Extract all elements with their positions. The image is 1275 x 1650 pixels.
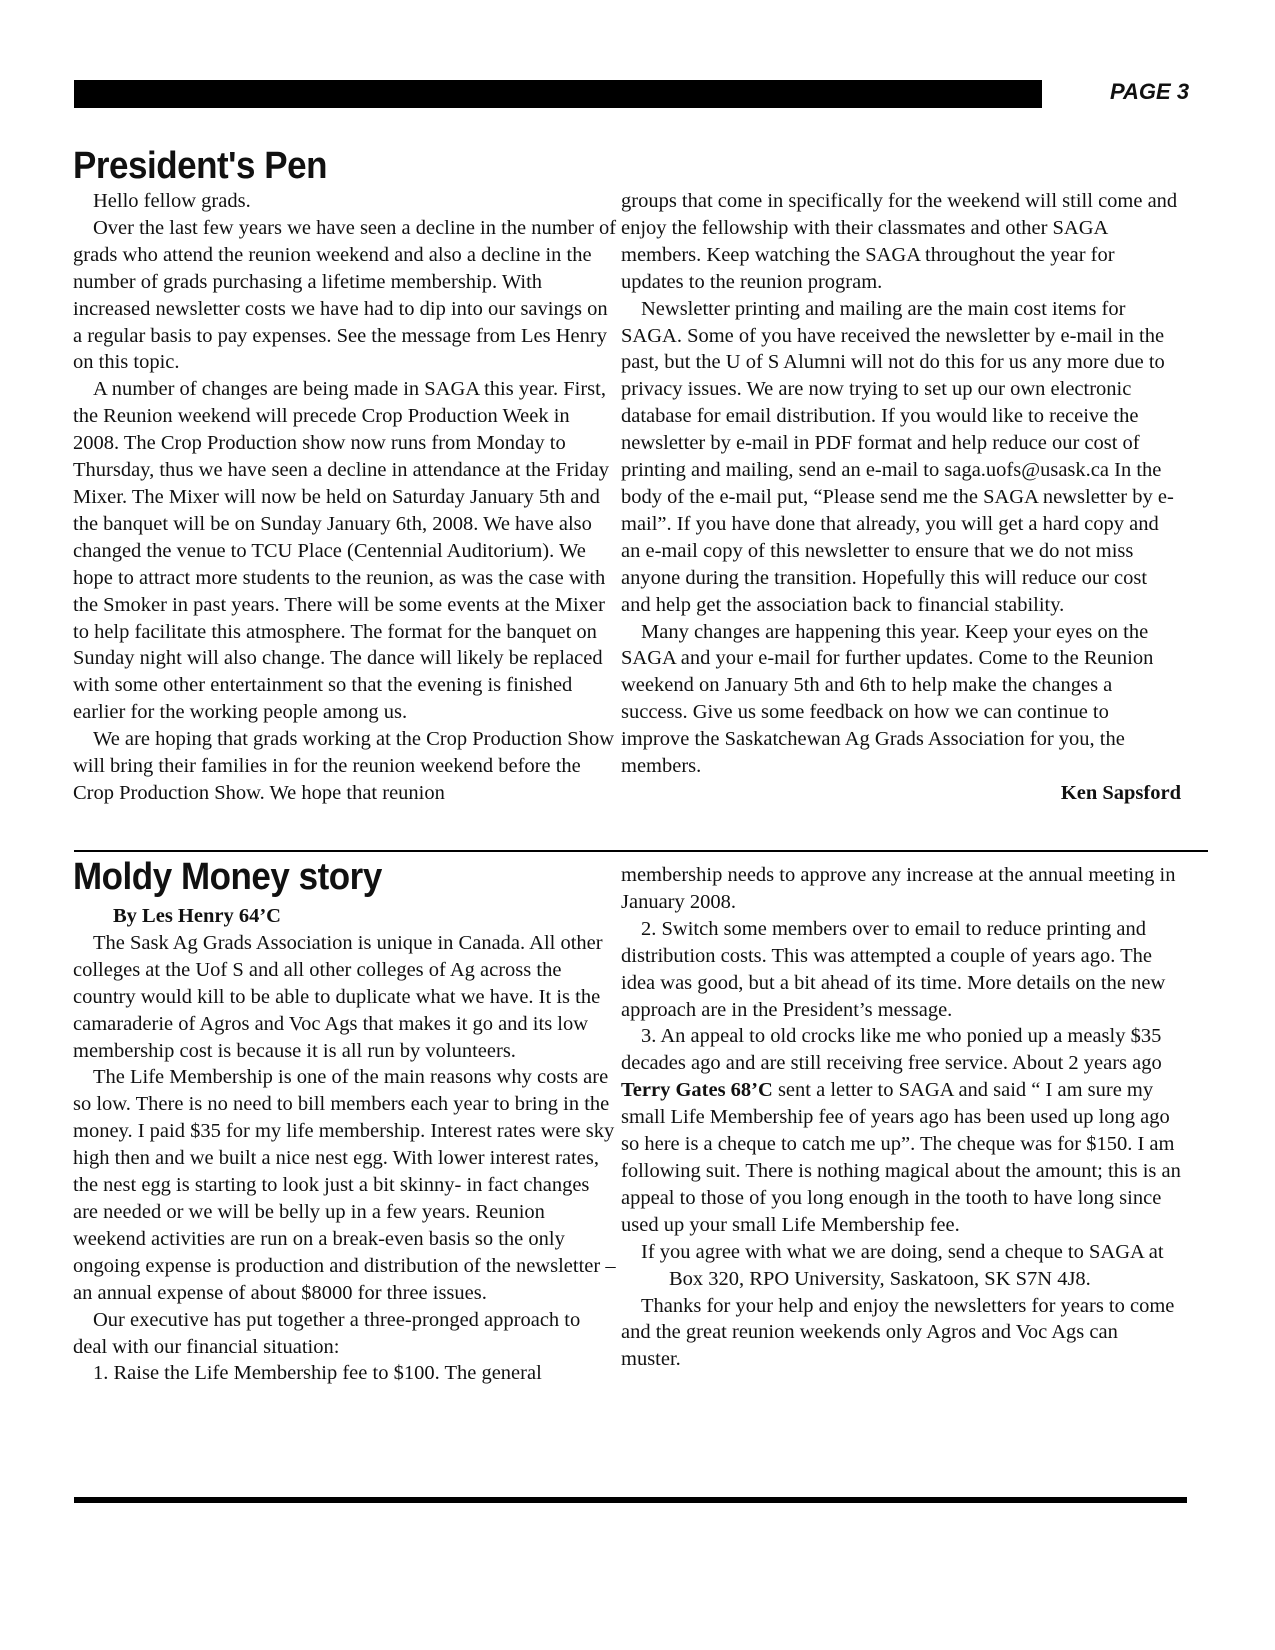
member-name: Terry Gates 68’C bbox=[621, 1079, 773, 1102]
paragraph: Hello fellow grads. bbox=[93, 190, 251, 212]
byline: By Les Henry 64’C bbox=[113, 905, 281, 927]
presidents-pen-title: President's Pen bbox=[73, 145, 328, 187]
paragraph: membership needs to approve any increase at the annual meeting in January 2008. bbox=[621, 864, 1176, 913]
paragraph: Thanks for your help and enjoy the newsletters for years to come and the great reunion weekends only Agros and Voc Ags can muster. bbox=[621, 1294, 1175, 1371]
list-item: 1. Raise the Life Membership fee to $100. The general bbox=[93, 1362, 542, 1385]
moldy-money-right-column bbox=[621, 862, 1181, 1373]
paragraph: groups that come in specifically for the weekend will still come and enjoy the fellowship with their classmates and other SAGA members. Keep watching the SAGA throughout the year for updates to the reunion program. bbox=[621, 190, 1178, 293]
item3-text-continued: sent a letter to SAGA and said “ I am sure my small Life Membership fee of years ago has been used up long ago so here is a cheque to catch me up”. The cheque was for $150. I am following suit. There is nothing magical about the amount; this is an appeal to those of you long enough in the tooth to have long since used up your small Life Membership fee. bbox=[621, 1079, 1181, 1236]
paragraph: Our executive has put together a three-pronged approach to deal with our financial situation: bbox=[73, 1308, 581, 1358]
paragraph: The Sask Ag Grads Association is unique in Canada. All other colleges at the Uof S and all other colleges of Ag across the country would kill to be able to duplicate what we have. It is the camaraderie of Agros and Voc Ags that makes it go and its low membership cost is because it is all run by volunteers. bbox=[73, 931, 603, 1062]
list-item: 2. Switch some members over to email to reduce printing and distribution costs. This was attempted a couple of years ago. The idea was good, but a bit ahead of its time. More details on the new approach are in the President’s message. bbox=[621, 917, 1166, 1021]
moldy-money-left-column bbox=[73, 903, 618, 1387]
footer-rule bbox=[74, 1497, 1187, 1503]
page-number: PAGE 3 bbox=[1110, 79, 1190, 104]
paragraph: The Life Membership is one of the main reasons why costs are so low. There is no need to bill members each year to bring in the money. I paid $35 for my life membership. Interest rates were sky high then and we built a nice nest egg. With lower interest rates, the nest egg is starting to look just a bit skinny- in fact changes are needed or we will be belly up in a few years. Reunion weekend activities are run on a break-even basis so the only ongoing expense is production and distribution of the newsletter – an annual expense of about $8000 for three issues. bbox=[73, 1066, 616, 1304]
list-item bbox=[621, 1023, 1181, 1238]
header-bar bbox=[74, 80, 1042, 108]
paragraph: Many changes are happening this year. Keep your eyes on the SAGA and your e-mail for further updates. Come to the Reunion weekend on January 5th and 6th to help make the changes a success. Give us some feedback on how we can continue to improve the Saskatchewan Ag Grads Association for you, the members. bbox=[621, 620, 1154, 778]
presidents-pen-left-column bbox=[73, 188, 618, 807]
paragraph: If you agree with what we are doing, send a cheque to SAGA at bbox=[641, 1240, 1164, 1263]
item3-text: 3. An appeal to old crocks like me who ponied up a measly $35 decades ago and are still receiving free service. About 2 years ago bbox=[621, 1025, 1162, 1075]
presidents-pen-right-column bbox=[621, 188, 1181, 807]
paragraph: We are hoping that grads working at the Crop Production Show will bring their families in for the reunion weekend before the Crop Production Show. We hope that reunion bbox=[73, 728, 615, 804]
moldy-money-title: Moldy Money story bbox=[73, 856, 382, 898]
paragraph: Over the last few years we have seen a decline in the number of grads who attend the reunion weekend and also a decline in the number of grads purchasing a lifetime membership. With increased newsletter costs we have had to dip into our savings on a regular basis to pay expenses. See the message from Les Henry on this topic. bbox=[73, 216, 617, 374]
mailing-address: Box 320, RPO University, Saskatoon, SK S7N 4J8. bbox=[669, 1267, 1091, 1290]
paragraph: Newsletter printing and mailing are the main cost items for SAGA. Some of you have received the newsletter by e-mail in the past, but the U of S Alumni will not do this for us any more due to privacy issues. We are now trying to set up our own electronic database for email distribution. If you would like to receive the newsletter by e-mail in PDF format and help reduce our cost of printing and mailing, send an e-mail to saga.uofs@usask.ca In the body of the e-mail put, “Please send me the SAGA newsletter by e-mail”. If you have done that already, you will get a hard copy and an e-mail copy of this newsletter to ensure that we do not miss anyone during the transition. Hopefully this will reduce our cost and help get the association back to financial stability. bbox=[621, 297, 1174, 616]
section-divider bbox=[74, 850, 1208, 852]
signature: Ken Sapsford bbox=[1060, 781, 1181, 804]
paragraph: A number of changes are being made in SAGA this year. First, the Reunion weekend will precede Crop Production Week in 2008. The Crop Production show now runs from Monday to Thursday, thus we have seen a decline in attendance at the Friday Mixer. The Mixer will now be held on Saturday January 5th and the banquet will be on Sunday January 6th, 2008. We have also changed the venue to TCU Place (Centennial Auditorium). We hope to attract more students to the reunion, as was the case with the Smoker in past years. There will be some events at the Mixer to help facilitate this atmosphere. The format for the banquet on Sunday night will also change. The dance will likely be replaced with some other entertainment so that the evening is finished earlier for the working people among us. bbox=[73, 378, 610, 724]
